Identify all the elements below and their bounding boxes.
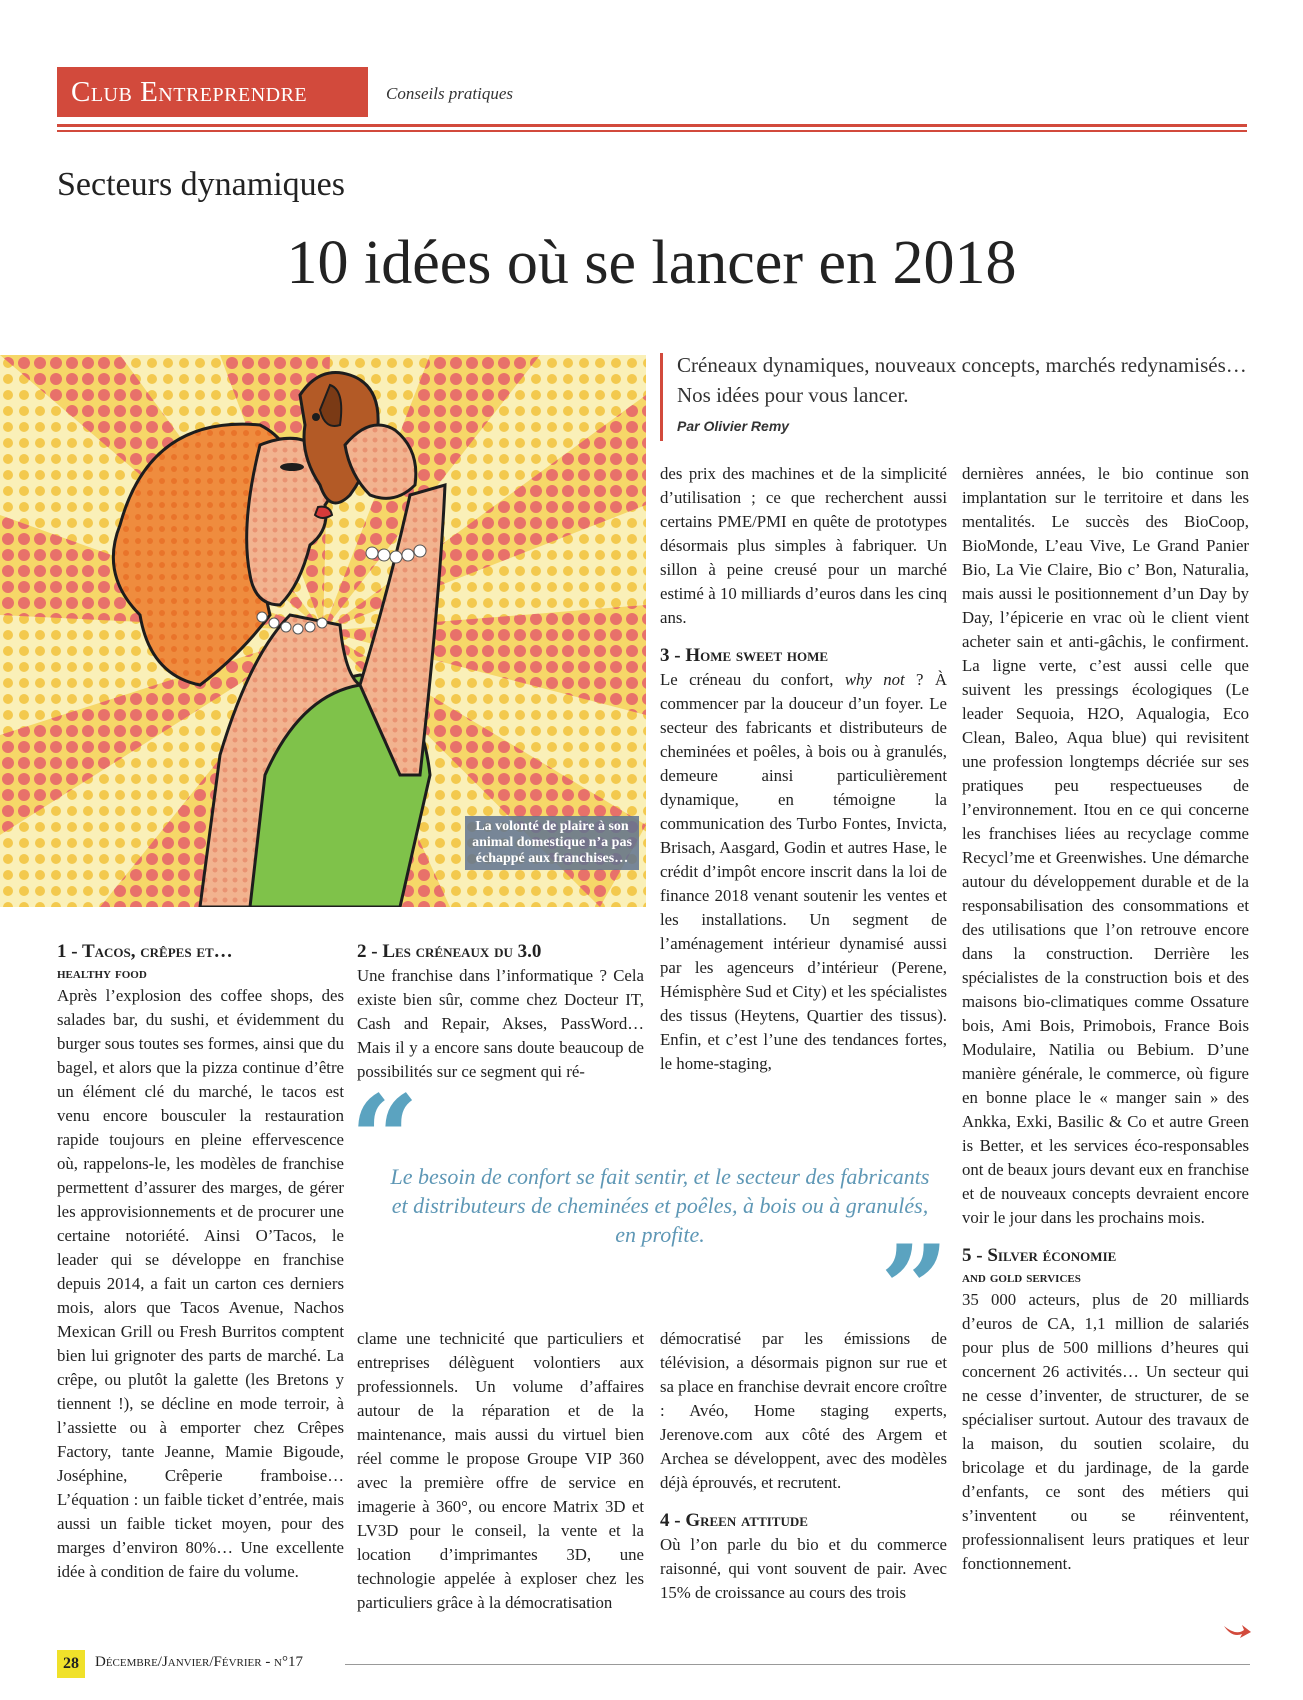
column-4-text-a: dernières années, le bio continue son implantation sur le territoire et dans les mentalités. Le succès des BioCoop, BioMonde, L’eau Vive, Le Grand Panier Bio, La Vie Claire, Bio c’ Bon, Naturalia, mais aussi le positionnement d’un Day by Day, l’épicerie en vrac où le client vient acheter sain et anti-gâchis, le confirment. La ligne verte, c’est aussi celle que suivent les pressings écologiques (Le leader Sequoia, H2O, Aqualogia, Eco Clean, Baleo, Aqua blue) qui revisitent une profession longtemps décriée sur ses pratiques peu respectueuses de l’environnement. Itou en ce qui concerne les franchises liées au recyclage comme Recycl’me et Greenwishes. Une démarche autour du développement durable et de la responsabilisation des consommations et des utilisations que l’on retrouve encore dans la construction. Derrière les spécialistes de la construction bois et des maisons bio-climatiques comme Ossature bois, Ami Bois, Primobois, France Bois Modulaire, Natilia ou Bebium. D’une manière générale, le commerce, où figure en bonne place le « manger sain » des Ankka, Exki, Basilic & Co et autre Green is Better, et les services éco-responsables ont de beaux jours devant eux en franchise et de nouveaux concepts devraient encore voir le jour dans les prochains mois. [962,464,1249,1227]
column-4 [962,462,1249,1576]
section-3-text: Le créneau du confort, why not ? À commencer par la douceur d’un foyer. Le secteur des fabricants et distributeurs de cheminées et poêles, à bois ou à granulés, demeure ainsi particulièrement dynamique, en témoigne la communication des Turbo Fontes, Invicta, Brisach, Aasgard, Godin et autres Hase, le crédit d’impôt encore inscrit dans la loi de finance 2018 venant soutenir les ventes et les installations. Un segment de l’aménagement intérieur dynamisé aussi par les agenceurs d’intérieur (Perene, Hémisphère Sud et City) et les spécialistes des tissus (Heytens, Quartier des tissus). Enfin, et c’est l’une des tendances fortes, le home-staging, [660,670,947,1073]
intro-text: Créneaux dynamiques, nouveaux concepts, marchés redynamisés… Nos idées pour vous lancer. [677,353,1247,407]
intro-accent-bar [660,353,663,441]
header-rule [57,124,1247,127]
header-rule-thin [57,130,1247,132]
quote-close-mark: ” [880,1219,950,1360]
section-2-text-a: Une franchise dans l’informatique ? Cela existe bien sûr, comme chez Docteur IT, Cash and Repair, Akses, PassWord… Mais il y a encore sans doute beaucoup de possibilités sur ce segment qui ré- [357,966,644,1081]
quote-open-mark: “ [350,1069,420,1210]
section-5-title: 5 - Silver économie [962,1245,1117,1266]
section-1-title: 1 - Tacos, crêpes et… [57,941,233,962]
section-5-subtitle: and gold services [962,1269,1081,1286]
column-1 [57,940,344,1584]
section-badge: Club Entreprendre [57,67,368,117]
kicker: Secteurs dynamiques [57,166,345,203]
section-1-subtitle: healthy food [57,965,147,982]
image-caption: La volonté de plaire à son animal domestique n’a pas échappé aux franchises… [465,816,639,870]
pull-quote: Le besoin de confort se fait sentir, et le secteur des fabricants et distributeurs de cheminées et poêles, à bois ou à granulés, en profite. [390,1164,930,1247]
section-1-text: Après l’explosion des coffee shops, des salades bar, du sushi, et évidemment du burger sous toutes ses formes, ainsi que du bagel, et alors que la pizza continue d’être un élément clé du marché, le tacos est venu encore bousculer la restauration rapide toujours en pleine effervescence où, rappelons-le, les modèles de franchise permettent d’assurer des marges, de gérer les approvisionnements et de procurer une certaine notoriété. Ainsi O’Tacos, le leader qui se développe en franchise depuis 2014, a fait un carton ces derniers mois, alors que Tacos Avenue, Nachos Mexican Grill ou Fresh Burritos comptent bien lui grignoter des parts de marché. La crêpe, ou plutôt la galette (les Bretons y tiennent !), se décline en mode terroir, à l’assiette ou à emporter chez Crêpes Factory, tante Jeanne, Mamie Bigoude, Joséphine, Crêperie framboise… L’équation : un faible ticket d’entrée, mais aussi un faible ticket moyen, pour des marges d’environ 80%… Une excellente idée à condition de faire du volume. [57,986,344,1581]
section-5-text: 35 000 acteurs, plus de 20 milliards d’euros de CA, 1,1 million de salariés pour plus de 500 millions d’heures qui concernent 26 activités… Un secteur qui ne cesse d’inventer, de structurer, de se spécialiser surtout. Autour des travaux de la maison, du soutien scolaire, du bricolage et du jardinage, de la garde d’enfants, ce sont des métiers qui s’inventent ou se réinventent, professionnalisent leurs pratiques et leur fonctionnement. [962,1290,1249,1573]
section-2-title: 2 - Les créneaux du 3.0 [357,941,542,962]
section-4-text: Où l’on parle du bio et du commerce raisonné, qui vont souvent de pair. Avec 15% de croissance au cours des trois [660,1535,947,1602]
subsection-label: Conseils pratiques [386,84,514,103]
column-2-top [357,940,644,1084]
page-number: 28 [57,1650,85,1678]
column-3-top [660,462,947,1076]
section-2-text-b: clame une technicité que particuliers et entreprises délèguent volontiers aux professionnels. Un volume d’affaires autour de la réparation et de la maintenance, mais aussi du virtuel bien réel comme le propose Groupe VIP 360 avec la première offre de service en imagerie à 360°, ou encore Matrix 3D et LV3D pour le conseil, la vente et la location d’imprimantes 3D, une technologie appelée à exploser chez les particuliers grâce à la démocratisation [357,1329,644,1612]
column-3-text-b: démocratisé par les émissions de télévision, a désormais pignon sur rue et sa place en franchise devrait encore croître : Avéo, Home staging experts, Jerenove.com aux côté des Argem et Archea se développent, avec des modèles déjà éprouvés, et recrutent. [660,1329,947,1492]
footer-rule [345,1664,1250,1665]
section-3-title: 3 - Home sweet home [660,645,829,666]
issue-label: Décembre/Janvier/Février - n°17 [95,1654,304,1670]
section-4-title: 4 - Green attitude [660,1510,808,1531]
column-3-text-a: des prix des machines et de la simplicité d’utilisation ; ce que recherchent aussi certains PME/PMI en quête de prototypes désormais plus simples à fabriquer. Un sillon à peine creusé pour un marché estimé à 10 milliards d’euros dans les cinq ans. [660,464,947,627]
page-title: 10 idées où se lancer en 2018 [286,229,1017,297]
byline: Par Olivier Remy [677,418,790,434]
next-page-arrow-icon[interactable] [1222,1622,1252,1647]
column-3-bottom [660,1327,947,1605]
